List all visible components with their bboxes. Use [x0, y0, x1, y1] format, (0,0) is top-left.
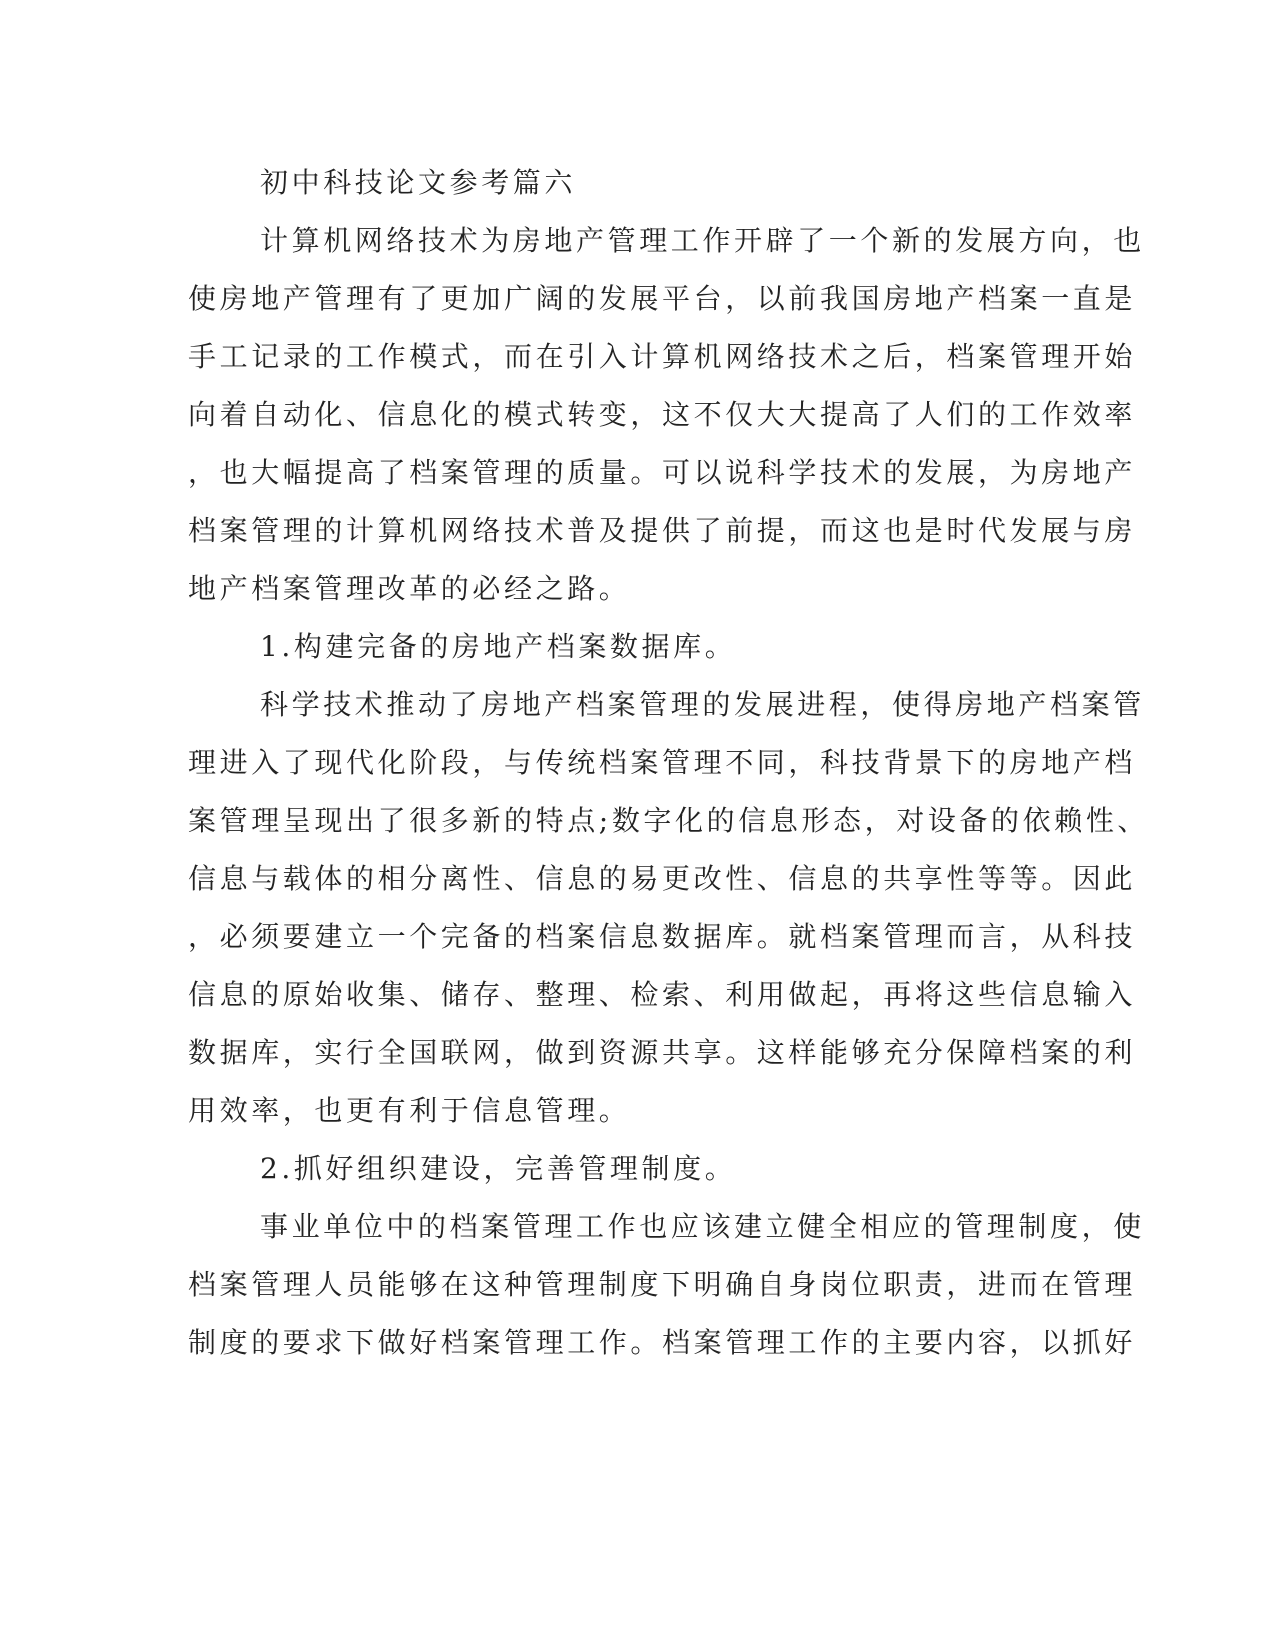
- paragraph-line: 案管理呈现出了很多新的特点;数字化的信息形态，对设备的依赖性、: [188, 804, 1150, 837]
- paragraph-line: 档案管理的计算机网络技术普及提供了前提，而这也是时代发展与房: [188, 514, 1137, 547]
- paragraph-line: 科学技术推动了房地产档案管理的发展进程，使得房地产档案管: [260, 688, 1145, 721]
- paragraph-line: ，必须要建立一个完备的档案信息数据库。就档案管理而言，从科技: [188, 920, 1137, 953]
- paragraph-line: 制度的要求下做好档案管理工作。档案管理工作的主要内容，以抓好: [188, 1326, 1137, 1359]
- paragraph-line: 数据库，实行全国联网，做到资源共享。这样能够充分保障档案的利: [188, 1036, 1137, 1069]
- paragraph-line: 用效率，也更有利于信息管理。: [188, 1094, 631, 1127]
- paragraph-line: 信息与载体的相分离性、信息的易更改性、信息的共享性等等。因此: [188, 862, 1137, 895]
- paragraph-line: 使房地产管理有了更加广阔的发展平台，以前我国房地产档案一直是: [188, 282, 1137, 315]
- paragraph-line: 地产档案管理改革的必经之路。: [188, 572, 631, 605]
- paragraph-line: 向着自动化、信息化的模式转变，这不仅大大提高了人们的工作效率: [188, 398, 1137, 431]
- heading-line: 初中科技论文参考篇六: [260, 166, 577, 199]
- paragraph-line: 信息的原始收集、储存、整理、检索、利用做起，再将这些信息输入: [188, 978, 1137, 1011]
- paragraph-line: 计算机网络技术为房地产管理工作开辟了一个新的发展方向，也: [260, 224, 1145, 257]
- section-heading-line: 2.抓好组织建设，完善管理制度。: [260, 1152, 737, 1185]
- paragraph-line: 理进入了现代化阶段，与传统档案管理不同，科技背景下的房地产档: [188, 746, 1137, 779]
- section-heading-line: 1.构建完备的房地产档案数据库。: [260, 630, 737, 663]
- paragraph-line: 事业单位中的档案管理工作也应该建立健全相应的管理制度，使: [260, 1210, 1145, 1243]
- paragraph-line: 手工记录的工作模式，而在引入计算机网络技术之后，档案管理开始: [188, 340, 1137, 373]
- paragraph-line: 档案管理人员能够在这种管理制度下明确自身岗位职责，进而在管理: [188, 1268, 1137, 1301]
- paragraph-line: ，也大幅提高了档案管理的质量。可以说科学技术的发展，为房地产: [188, 456, 1137, 489]
